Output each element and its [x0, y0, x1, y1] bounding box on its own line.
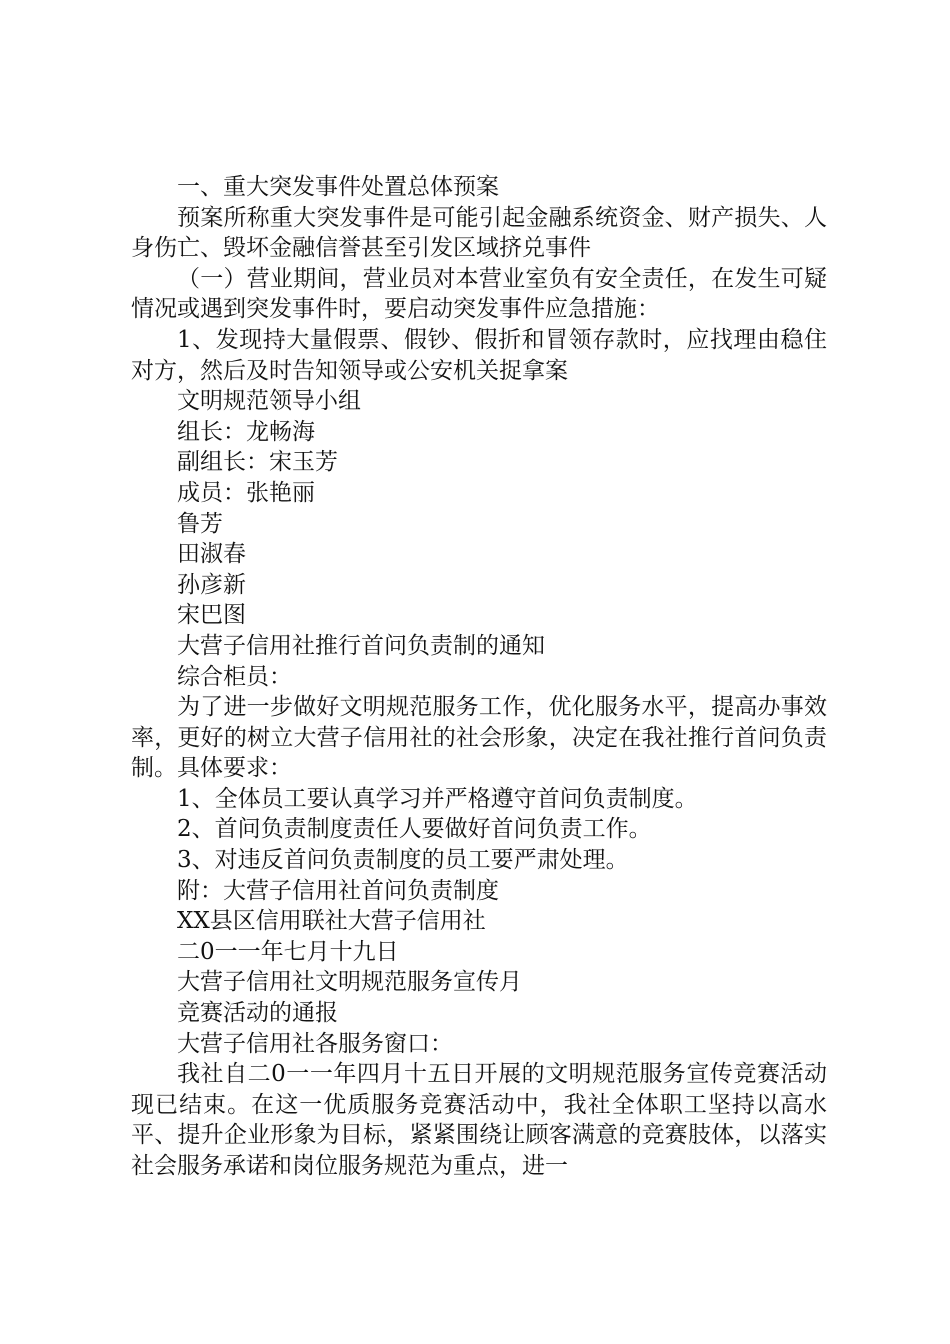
notice-title: 大营子信用社推行首问负责制的通知: [177, 632, 545, 659]
bulletin-title: 大营子信用社文明规范服务宣传月: [177, 969, 522, 996]
member-line: 成员：张艳丽: [177, 479, 315, 506]
member-line: 鲁芳: [177, 510, 223, 537]
document-body: [131, 172, 827, 1182]
date-line: 二0一一年七月十九日: [177, 938, 399, 965]
requirement-item: 1、全体员工要认真学习并严格遵守首问负责制度。: [177, 785, 698, 812]
requirement-item: 3、对违反首问负责制度的员工要严肃处理。: [177, 847, 629, 874]
member-line: 田淑春: [177, 541, 246, 568]
issuer-line: XX县区信用联社大营子信用社: [177, 908, 486, 935]
requirement-item: 2、首问负责制度责任人要做好首问负责工作。: [177, 816, 652, 843]
salutation: 综合柜员：: [177, 663, 292, 690]
paragraph: 为了进一步做好文明规范服务工作，优化服务水平，提高办事效率，更好的树立大营子信用社的社会形象，决定在我社推行首问负责制。具体要求：: [131, 694, 827, 782]
group-title: 文明规范领导小组: [177, 388, 361, 415]
paragraph: 1、发现持大量假票、假钞、假折和冒领存款时，应找理由稳住对方，然后及时告知领导或公安机关捉拿案: [131, 326, 827, 384]
paragraph: 我社自二0一一年四月十五日开展的文明规范服务宣传竞赛活动现已结束。在这一优质服务竞赛活动中，我社全体职工坚持以高水平、提升企业形象为目标，紧紧围绕让顾客满意的竞赛肢体，以落实社会服务承诺和岗位服务规范为重点，进一: [131, 1061, 827, 1179]
salutation: 大营子信用社各服务窗口：: [177, 1030, 453, 1057]
paragraph: （一）营业期间，营业员对本营业室负有安全责任，在发生可疑情况或遇到突发事件时，要启动突发事件应急措施：: [131, 265, 827, 323]
bulletin-title: 竞赛活动的通报: [177, 1000, 338, 1027]
paragraph: 预案所称重大突发事件是可能引起金融系统资金、财产损失、人身伤亡、毁坏金融信誉甚至引发区域挤兑事件: [131, 204, 827, 262]
member-line: 孙彦新: [177, 571, 246, 598]
section-heading: 一、重大突发事件处置总体预案: [177, 174, 499, 200]
member-line: 副组长：宋玉芳: [177, 449, 338, 476]
attachment-line: 附：大营子信用社首问负责制度: [177, 877, 499, 904]
member-line: 宋巴图: [177, 602, 246, 629]
member-line: 组长：龙畅海: [177, 418, 315, 445]
